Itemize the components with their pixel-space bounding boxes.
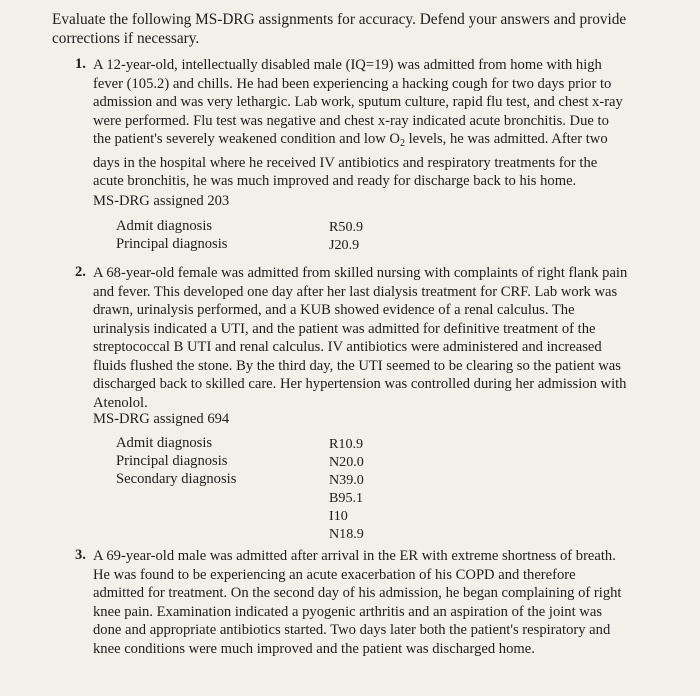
question-1-principal-label: Principal diagnosis xyxy=(116,236,228,252)
question-2-drg: MS-DRG assigned 694 xyxy=(93,411,230,427)
question-2-secondary-label: Secondary diagnosis xyxy=(116,471,237,487)
question-2-extra-code: B95.1 xyxy=(329,490,364,506)
question-2-admit-label: Admit diagnosis xyxy=(116,435,213,451)
question-3-number: 3. xyxy=(75,547,86,563)
question-1-drg: MS-DRG assigned 203 xyxy=(93,193,230,209)
question-2-extra-code: N18.9 xyxy=(329,526,364,542)
question-1-principal-code: J20.9 xyxy=(329,237,360,253)
question-2-principal-label: Principal diagnosis xyxy=(116,453,228,469)
question-1-text: A 12-year-old, intellectually disabled male (IQ=19) was admitted from home with high fever (105.2) and chills. He had been experiencing a hacking cough for two days prior to admission and was very lethargic. Lab work, sputum culture, rapid flu test, and chest x-ray were performed. Flu test was negative and chest x-ray indicated acute bronchitis. Due to the patient's severely weakened condition and low $O_2$ levels, he was admitted. After two days in the hospital where he received IV antibiotics and respiratory treatments for the acute bronchitis, he was much improved and ready for discharge back to his home. xyxy=(93,57,623,189)
question-2-secondary-code: N39.0 xyxy=(329,472,364,488)
question-2-number: 2. xyxy=(75,264,86,280)
question-2-extra-code: I10 xyxy=(329,508,348,524)
question-2-admit-code: R10.9 xyxy=(329,436,364,452)
question-2-principal-code: N20.0 xyxy=(329,454,364,470)
question-1-number: 1. xyxy=(75,56,86,72)
question-1-admit-label: Admit diagnosis xyxy=(116,218,213,234)
instructions: Evaluate the following MS-DRG assignments for accuracy. Defend your answers and provide corrections if necessary. xyxy=(52,11,627,47)
question-1-admit-code: R50.9 xyxy=(329,219,364,235)
question-3-text: A 69-year-old male was admitted after arrival in the ER with extreme shortness of breath. He was found to be experiencing an acute exacerbation of his COPD and therefore admitted for treatment. On the second day of his admission, he began complaining of right knee pain. Examination indicated a pyogenic arthritis and an aspiration of the joint was done and appropriate antibiotics started. Two days later both the patient's respiratory and knee conditions were much improved and the patient was discharged home. xyxy=(93,548,622,657)
question-2-text: A 68-year-old female was admitted from skilled nursing with complaints of right flank pain and fever. This developed one day after her last dialysis treatment for CRF. Lab work was drawn, urinalysis performed, and a KUB showed evidence of a renal calculus. The urinalysis indicated a UTI, and the patient was admitted for definitive treatment of the streptococcal B UTI and renal calculus. IV antibiotics were administered and increased fluids flushed the stone. By the third day, the UTI seemed to be clearing so the patient was discharged back to skilled care. Her hypertension was controlled during her admission with Atenolol. xyxy=(93,265,628,411)
